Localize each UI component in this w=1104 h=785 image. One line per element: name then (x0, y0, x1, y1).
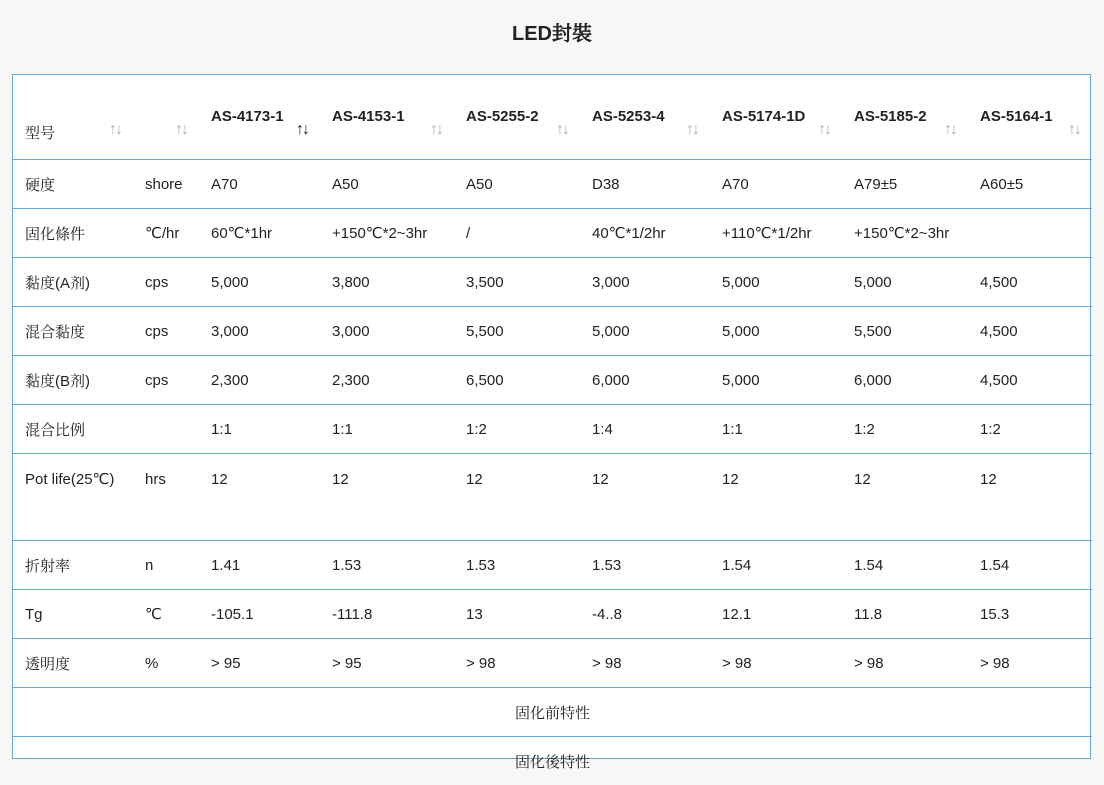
table-row (13, 639, 1092, 688)
row-label: 黏度(A剂) (13, 258, 133, 307)
row-label: 混合黏度 (13, 307, 133, 356)
row-label: Pot life(25℃) (13, 454, 133, 541)
table-cell: 12 (968, 454, 1092, 541)
table-cell: 1.54 (842, 541, 968, 590)
table-cell: 2,300 (320, 356, 454, 405)
page-title: LED封裝 (0, 17, 1104, 46)
column-header-as-5185-2[interactable] (842, 75, 968, 160)
table-cell: 12 (710, 454, 842, 541)
table-cell: > 95 (320, 639, 454, 688)
unit-cell: cps (133, 307, 199, 356)
unit-cell: hrs (133, 454, 199, 541)
table-cell: 4,500 (968, 258, 1092, 307)
table-cell: -111.8 (320, 590, 454, 639)
column-header-label: AS-5253-4 (592, 108, 665, 125)
unit-cell: ℃/hr (133, 209, 199, 258)
table-row (13, 258, 1092, 307)
column-header-unit[interactable] (133, 75, 199, 160)
unit-cell: shore (133, 160, 199, 209)
table-cell: 12 (199, 454, 320, 541)
table-cell: 1:1 (320, 405, 454, 454)
sort-icon[interactable]: ↑↓ (296, 117, 308, 143)
table-cell: > 98 (710, 639, 842, 688)
table-cell: A60±5 (968, 160, 1092, 209)
table-cell: 1.41 (199, 541, 320, 590)
table-cell: 3,000 (320, 307, 454, 356)
table-cell: +150℃*2~3hr (320, 209, 454, 258)
table-cell: > 98 (454, 639, 580, 688)
unit-cell: ℃ (133, 590, 199, 639)
table-cell: +150℃*2~3hr (842, 209, 968, 258)
section-label: 固化前特性 (13, 688, 1092, 737)
table-cell: 3,000 (199, 307, 320, 356)
table-cell: 1.54 (710, 541, 842, 590)
table-cell: 4,500 (968, 307, 1092, 356)
table-cell: 1.54 (968, 541, 1092, 590)
table-cell: -4..8 (580, 590, 710, 639)
unit-cell: cps (133, 258, 199, 307)
table-cell: 1.53 (454, 541, 580, 590)
table-cell: 12 (842, 454, 968, 541)
table-row (13, 454, 1092, 541)
sort-icon[interactable]: ↑↓ (686, 117, 698, 143)
row-label: 硬度 (13, 160, 133, 209)
table-cell: / (454, 209, 580, 258)
table-cell: 1:4 (580, 405, 710, 454)
unit-cell: cps (133, 356, 199, 405)
sort-icon[interactable]: ↑↓ (556, 117, 568, 143)
unit-cell: % (133, 639, 199, 688)
column-header-as-5255-2[interactable] (454, 75, 580, 160)
table-cell: 5,000 (842, 258, 968, 307)
row-label: 混合比例 (13, 405, 133, 454)
table-row (13, 307, 1092, 356)
column-header-label: AS-4173-1 (211, 108, 284, 125)
table-cell: 1:1 (199, 405, 320, 454)
column-header-model[interactable] (13, 75, 133, 160)
table-cell (968, 209, 1092, 258)
column-header-label: AS-5164-1 (980, 108, 1053, 125)
column-header-as-5164-1[interactable] (968, 75, 1092, 160)
table-cell: 6,000 (842, 356, 968, 405)
table-cell: 11.8 (842, 590, 968, 639)
table-cell: 4,500 (968, 356, 1092, 405)
spec-table (13, 75, 1092, 785)
row-label: 黏度(B剂) (13, 356, 133, 405)
table-cell: 12.1 (710, 590, 842, 639)
table-cell: > 95 (199, 639, 320, 688)
section-row (13, 737, 1092, 785)
section-label: 固化後特性 (13, 737, 1092, 785)
table-cell: 12 (320, 454, 454, 541)
table-cell: 5,000 (710, 356, 842, 405)
table-cell: +110℃*1/2hr (710, 209, 842, 258)
column-header-label: AS-5255-2 (466, 108, 539, 125)
table-cell: > 98 (580, 639, 710, 688)
sort-icon[interactable]: ↑↓ (109, 117, 121, 143)
table-row (13, 209, 1092, 258)
sort-icon[interactable]: ↑↓ (1068, 117, 1080, 143)
table-row (13, 590, 1092, 639)
spec-table-container (12, 74, 1091, 759)
column-header-as-5174-1d[interactable] (710, 75, 842, 160)
table-cell: A70 (710, 160, 842, 209)
table-cell: 5,500 (454, 307, 580, 356)
table-cell: 3,000 (580, 258, 710, 307)
table-cell: A79±5 (842, 160, 968, 209)
column-header-as-5253-4[interactable] (580, 75, 710, 160)
table-cell: 13 (454, 590, 580, 639)
table-cell: 3,800 (320, 258, 454, 307)
table-cell: 12 (580, 454, 710, 541)
table-cell: A70 (199, 160, 320, 209)
table-cell: 15.3 (968, 590, 1092, 639)
table-row (13, 405, 1092, 454)
table-cell: -105.1 (199, 590, 320, 639)
column-header-label: AS-5185-2 (854, 108, 927, 125)
column-header-label: AS-5174-1D (722, 108, 805, 125)
table-cell: 5,000 (199, 258, 320, 307)
table-cell: 1.53 (580, 541, 710, 590)
table-cell: 1:2 (968, 405, 1092, 454)
row-label: 固化條件 (13, 209, 133, 258)
table-cell: 40℃*1/2hr (580, 209, 710, 258)
table-cell: 60℃*1hr (199, 209, 320, 258)
table-cell: > 98 (842, 639, 968, 688)
row-label: Tg (13, 590, 133, 639)
sort-icon[interactable]: ↑↓ (944, 117, 956, 143)
table-cell: A50 (454, 160, 580, 209)
table-cell: 5,000 (710, 258, 842, 307)
table-cell: 5,500 (842, 307, 968, 356)
column-header-label: 型号 (25, 125, 55, 142)
table-cell: 1:2 (454, 405, 580, 454)
table-cell: D38 (580, 160, 710, 209)
table-cell: 6,000 (580, 356, 710, 405)
table-cell: A50 (320, 160, 454, 209)
column-header-as-4153-1[interactable] (320, 75, 454, 160)
table-cell: 2,300 (199, 356, 320, 405)
table-row (13, 356, 1092, 405)
unit-cell: n (133, 541, 199, 590)
column-header-as-4173-1[interactable] (199, 75, 320, 160)
table-cell: 12 (454, 454, 580, 541)
table-cell: > 98 (968, 639, 1092, 688)
header-row (13, 75, 1092, 160)
table-cell: 3,500 (454, 258, 580, 307)
column-header-label: AS-4153-1 (332, 108, 405, 125)
section-row (13, 688, 1092, 737)
table-cell: 6,500 (454, 356, 580, 405)
table-row (13, 160, 1092, 209)
row-label: 透明度 (13, 639, 133, 688)
unit-cell (133, 405, 199, 454)
table-cell: 1.53 (320, 541, 454, 590)
sort-icon[interactable]: ↑↓ (818, 117, 830, 143)
row-label: 折射率 (13, 541, 133, 590)
sort-icon[interactable]: ↑↓ (175, 117, 187, 143)
table-row (13, 541, 1092, 590)
sort-icon[interactable]: ↑↓ (430, 117, 442, 143)
table-cell: 1:1 (710, 405, 842, 454)
table-cell: 5,000 (580, 307, 710, 356)
table-cell: 5,000 (710, 307, 842, 356)
table-cell: 1:2 (842, 405, 968, 454)
